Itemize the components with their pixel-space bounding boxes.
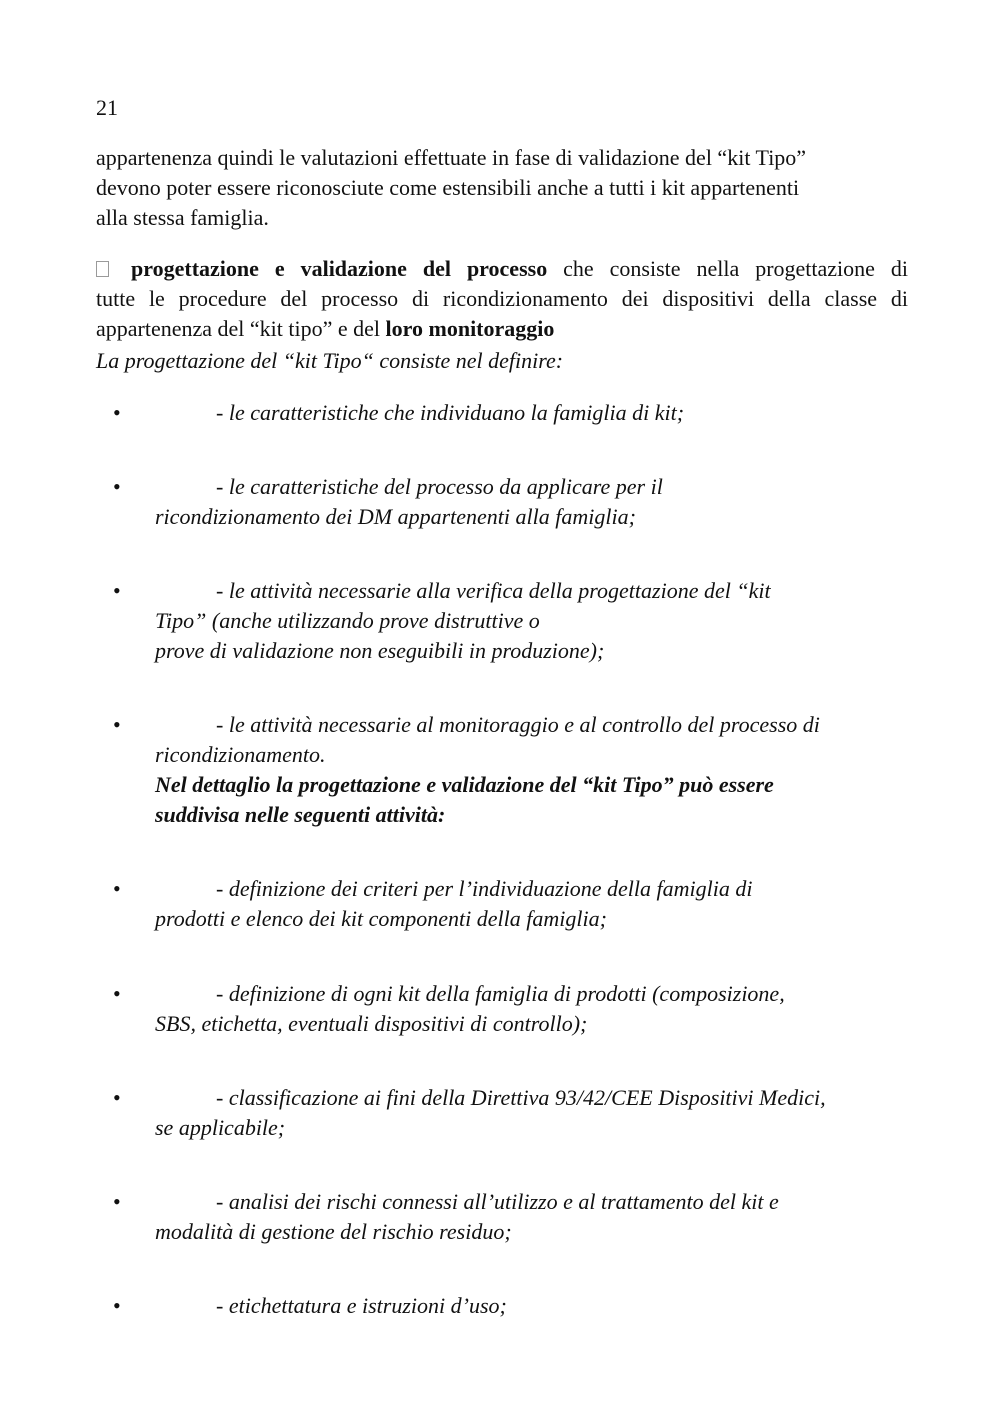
list-item-line: - le caratteristiche del processo da applicare per il: [216, 474, 663, 499]
bold-text: loro monitoraggio: [385, 316, 555, 341]
list-item-line: ricondizionamento dei DM appartenenti alla famiglia;: [155, 504, 636, 529]
list-item-bold-line: Nel dettaglio la progettazione e validazione del “kit Tipo” può essere: [155, 772, 774, 797]
bullet-icon: •: [113, 712, 121, 737]
list-item-line: prove di validazione non eseguibili in produzione);: [155, 638, 605, 663]
list-item-line: se applicabile;: [155, 1115, 286, 1140]
list-item-line: - definizione di ogni kit della famiglia di prodotti (composizione,: [216, 981, 785, 1006]
paragraph-continuation: [96, 143, 908, 233]
list-item-text: [155, 874, 915, 934]
paragraph-line: [96, 314, 908, 344]
bullet-icon: •: [113, 1293, 121, 1318]
list-item-line: - le caratteristiche che individuano la famiglia di kit;: [216, 400, 685, 425]
intro-italic-line: La progettazione del “kit Tipo“ consiste nel definire:: [96, 348, 564, 373]
list-item-line: prodotti e elenco dei kit componenti della famiglia;: [155, 906, 607, 931]
list-item-line: - definizione dei criteri per l’individuazione della famiglia di: [216, 876, 753, 901]
paragraph-text: che consiste nella progettazione di: [547, 256, 908, 281]
bullet-icon: •: [113, 1085, 121, 1110]
list-item-text: [155, 1083, 915, 1143]
paragraph-line: [96, 254, 908, 284]
paragraph-line: devono poter essere riconosciute come estensibili anche a tutti i kit appartenenti: [96, 175, 800, 200]
list-item-line: - etichettatura e istruzioni d’uso;: [216, 1293, 507, 1318]
bullet-icon: •: [113, 1189, 121, 1214]
list-item-text: [155, 1187, 915, 1247]
list-item-text: [155, 472, 915, 532]
list-item-line: ricondizionamento.: [155, 742, 326, 767]
list-item-bold-line: suddivisa nelle seguenti attività:: [155, 802, 446, 827]
paragraph-line: alla stessa famiglia.: [96, 205, 269, 230]
page-number: 21: [96, 95, 118, 120]
list-item-line: - le attività necessarie alla verifica della progettazione del “kit: [216, 578, 771, 603]
paragraph-line: tutte le procedure del processo di ricondizionamento dei dispositivi della classe di: [96, 286, 908, 311]
list-item-text: [155, 576, 915, 666]
list-item-text: [155, 979, 915, 1039]
paragraph-line: appartenenza quindi le valutazioni effettuate in fase di validazione del “kit Tipo”: [96, 145, 807, 170]
list-item-line: - le attività necessarie al monitoraggio e al controllo del processo di: [216, 712, 820, 737]
paragraph-text: appartenenza del “kit tipo” e del: [96, 316, 386, 341]
list-item-line: - analisi dei rischi connessi all’utilizzo e al trattamento del kit e: [216, 1189, 779, 1214]
list-item-line: - classificazione ai fini della Direttiva 93/42/CEE Dispositivi Medici,: [216, 1085, 826, 1110]
bullet-icon: •: [113, 578, 121, 603]
list-item-line: modalità di gestione del rischio residuo;: [155, 1219, 512, 1244]
bullet-icon: •: [113, 981, 121, 1006]
list-item-line: Tipo” (anche utilizzando prove distruttive o: [155, 608, 540, 633]
bullet-icon: •: [113, 474, 121, 499]
paragraph-process-design: [96, 254, 908, 344]
bullet-icon: •: [113, 876, 121, 901]
checkbox-glyph-icon: [96, 261, 109, 277]
bullet-icon: •: [113, 400, 121, 425]
bold-heading-text: progettazione e validazione del processo: [131, 256, 548, 281]
list-item-line: SBS, etichetta, eventuali dispositivi di controllo);: [155, 1011, 588, 1036]
list-item-text: [155, 710, 915, 830]
list-item-text: [155, 398, 915, 428]
list-item-text: [155, 1291, 915, 1321]
